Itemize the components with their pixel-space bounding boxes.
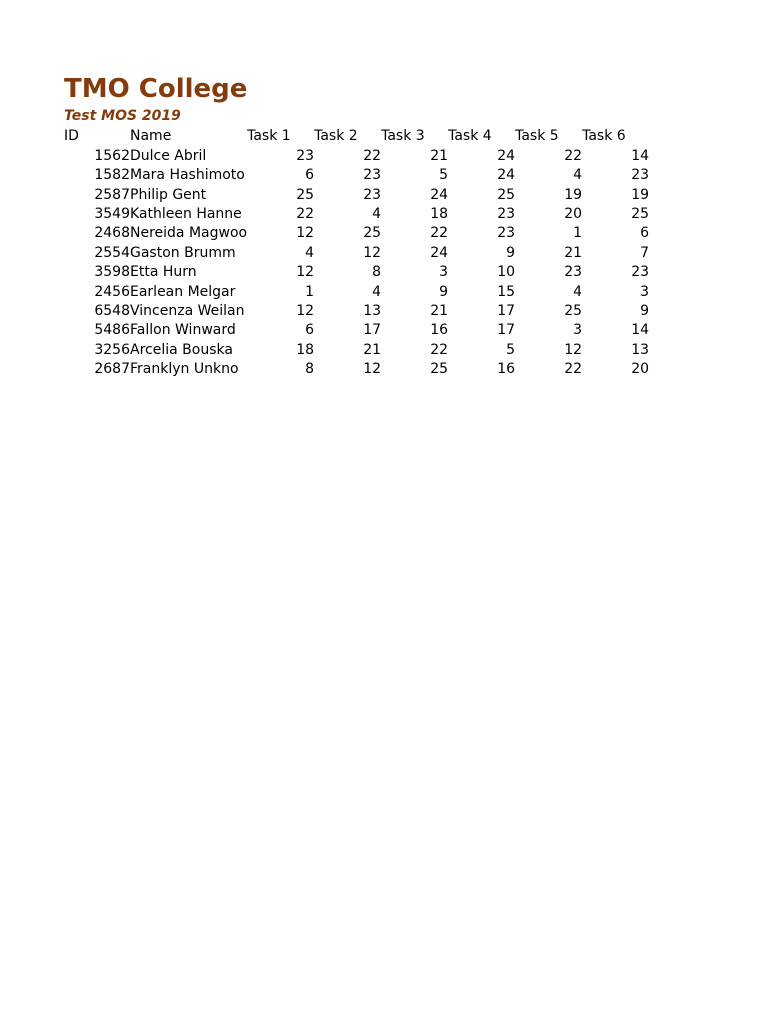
cell-id: 3549 xyxy=(94,205,130,222)
cell-task-1: 8 xyxy=(305,361,315,378)
header-row xyxy=(64,126,649,145)
column-header-task-2: Task 2 xyxy=(314,128,358,145)
cell-task-5: 12 xyxy=(564,341,583,358)
table-row xyxy=(64,165,649,184)
cell-task-2: 25 xyxy=(363,225,382,242)
cell-id: 1582 xyxy=(94,167,130,184)
table-row xyxy=(64,145,649,164)
table-row xyxy=(64,262,649,281)
cell-task-4: 10 xyxy=(497,264,516,281)
cell-task-5: 1 xyxy=(573,225,583,242)
cell-task-1: 1 xyxy=(305,283,315,300)
cell-task-3: 16 xyxy=(430,322,449,339)
cell-task-1: 12 xyxy=(296,225,315,242)
cell-task-3: 22 xyxy=(430,225,449,242)
scores-table xyxy=(64,126,649,378)
column-header-task-6: Task 6 xyxy=(582,128,626,145)
cell-task-6: 25 xyxy=(631,205,650,222)
column-header-task-5: Task 5 xyxy=(515,128,559,145)
document-title: TMO College xyxy=(64,74,248,104)
cell-id: 2687 xyxy=(94,361,130,378)
cell-task-4: 16 xyxy=(497,361,516,378)
cell-task-1: 12 xyxy=(296,264,315,281)
cell-task-3: 24 xyxy=(430,186,449,203)
cell-task-5: 25 xyxy=(564,302,583,319)
cell-id: 2468 xyxy=(94,225,130,242)
table-row xyxy=(64,301,649,320)
cell-name: Arcelia Bouska xyxy=(130,341,233,358)
cell-task-5: 19 xyxy=(564,186,583,203)
cell-task-6: 9 xyxy=(640,302,650,319)
cell-task-1: 22 xyxy=(296,205,315,222)
cell-task-4: 23 xyxy=(497,205,516,222)
cell-name: Gaston Brumm xyxy=(130,244,236,261)
table-body xyxy=(64,145,649,378)
cell-task-3: 21 xyxy=(430,147,449,164)
cell-task-2: 17 xyxy=(363,322,382,339)
cell-task-1: 12 xyxy=(296,302,315,319)
cell-task-6: 14 xyxy=(631,147,650,164)
cell-task-4: 17 xyxy=(497,322,516,339)
cell-task-2: 22 xyxy=(363,147,382,164)
cell-task-6: 14 xyxy=(631,322,650,339)
cell-task-1: 25 xyxy=(296,186,315,203)
cell-id: 2587 xyxy=(94,186,130,203)
table-row xyxy=(64,242,649,261)
document-subtitle: Test MOS 2019 xyxy=(64,108,181,124)
cell-task-5: 3 xyxy=(573,322,583,339)
cell-task-4: 25 xyxy=(497,186,516,203)
cell-id: 6548 xyxy=(94,302,130,319)
cell-task-6: 23 xyxy=(631,167,650,184)
cell-task-5: 22 xyxy=(564,361,583,378)
cell-task-3: 24 xyxy=(430,244,449,261)
table-row xyxy=(64,359,649,378)
cell-task-6: 20 xyxy=(631,361,650,378)
cell-task-4: 24 xyxy=(497,167,516,184)
cell-id: 1562 xyxy=(94,147,130,164)
cell-task-5: 22 xyxy=(564,147,583,164)
cell-name: Mara Hashimoto xyxy=(130,167,245,184)
cell-task-3: 5 xyxy=(439,167,449,184)
cell-task-6: 19 xyxy=(631,186,650,203)
column-header-name: Name xyxy=(130,128,172,145)
cell-id: 2554 xyxy=(94,244,130,261)
cell-name: Earlean Melgar xyxy=(130,283,236,300)
cell-task-4: 23 xyxy=(497,225,516,242)
cell-task-3: 3 xyxy=(439,264,449,281)
cell-task-5: 20 xyxy=(564,205,583,222)
cell-task-5: 21 xyxy=(564,244,583,261)
table-row xyxy=(64,223,649,242)
cell-name: Fallon Winward xyxy=(130,322,236,339)
cell-task-2: 4 xyxy=(372,205,382,222)
cell-task-5: 4 xyxy=(573,283,583,300)
cell-task-6: 6 xyxy=(640,225,650,242)
cell-name: Etta Hurn xyxy=(130,264,197,281)
cell-task-4: 15 xyxy=(497,283,516,300)
table-header xyxy=(64,126,649,145)
cell-task-3: 9 xyxy=(439,283,449,300)
cell-task-3: 22 xyxy=(430,341,449,358)
cell-task-2: 23 xyxy=(363,186,382,203)
cell-task-4: 9 xyxy=(506,244,516,261)
cell-task-1: 6 xyxy=(305,322,315,339)
cell-task-2: 13 xyxy=(363,302,382,319)
cell-name: Philip Gent xyxy=(130,186,207,203)
cell-task-6: 13 xyxy=(631,341,650,358)
cell-id: 3256 xyxy=(94,341,130,358)
table-row xyxy=(64,281,649,300)
table-row xyxy=(64,320,649,339)
cell-id: 2456 xyxy=(94,283,130,300)
cell-task-3: 21 xyxy=(430,302,449,319)
cell-task-1: 23 xyxy=(296,147,315,164)
column-header-task-4: Task 4 xyxy=(448,128,492,145)
cell-task-2: 12 xyxy=(363,244,382,261)
cell-task-1: 18 xyxy=(296,341,315,358)
cell-task-1: 4 xyxy=(305,244,315,261)
cell-task-5: 4 xyxy=(573,167,583,184)
cell-task-6: 23 xyxy=(631,264,650,281)
cell-name: Dulce Abril xyxy=(130,147,207,164)
cell-task-5: 23 xyxy=(564,264,583,281)
cell-task-2: 8 xyxy=(372,264,382,281)
column-header-id: ID xyxy=(64,128,79,145)
table-row xyxy=(64,204,649,223)
cell-task-1: 6 xyxy=(305,167,315,184)
column-header-task-3: Task 3 xyxy=(381,128,425,145)
cell-id: 3598 xyxy=(94,264,130,281)
cell-task-6: 3 xyxy=(640,283,650,300)
cell-task-4: 5 xyxy=(506,341,516,358)
cell-task-4: 17 xyxy=(497,302,516,319)
cell-name: Nereida Magwoo xyxy=(130,225,248,242)
cell-task-3: 25 xyxy=(430,361,449,378)
cell-task-6: 7 xyxy=(640,244,650,261)
cell-task-4: 24 xyxy=(497,147,516,164)
table-row xyxy=(64,184,649,203)
table-row xyxy=(64,339,649,358)
cell-name: Vincenza Weilan xyxy=(130,302,245,319)
cell-task-2: 12 xyxy=(363,361,382,378)
cell-task-2: 4 xyxy=(372,283,382,300)
cell-task-3: 18 xyxy=(430,205,449,222)
cell-task-2: 23 xyxy=(363,167,382,184)
cell-task-2: 21 xyxy=(363,341,382,358)
cell-id: 5486 xyxy=(94,322,130,339)
column-header-task-1: Task 1 xyxy=(247,128,291,145)
cell-name: Kathleen Hanne xyxy=(130,205,242,222)
cell-name: Franklyn Unkno xyxy=(130,361,239,378)
